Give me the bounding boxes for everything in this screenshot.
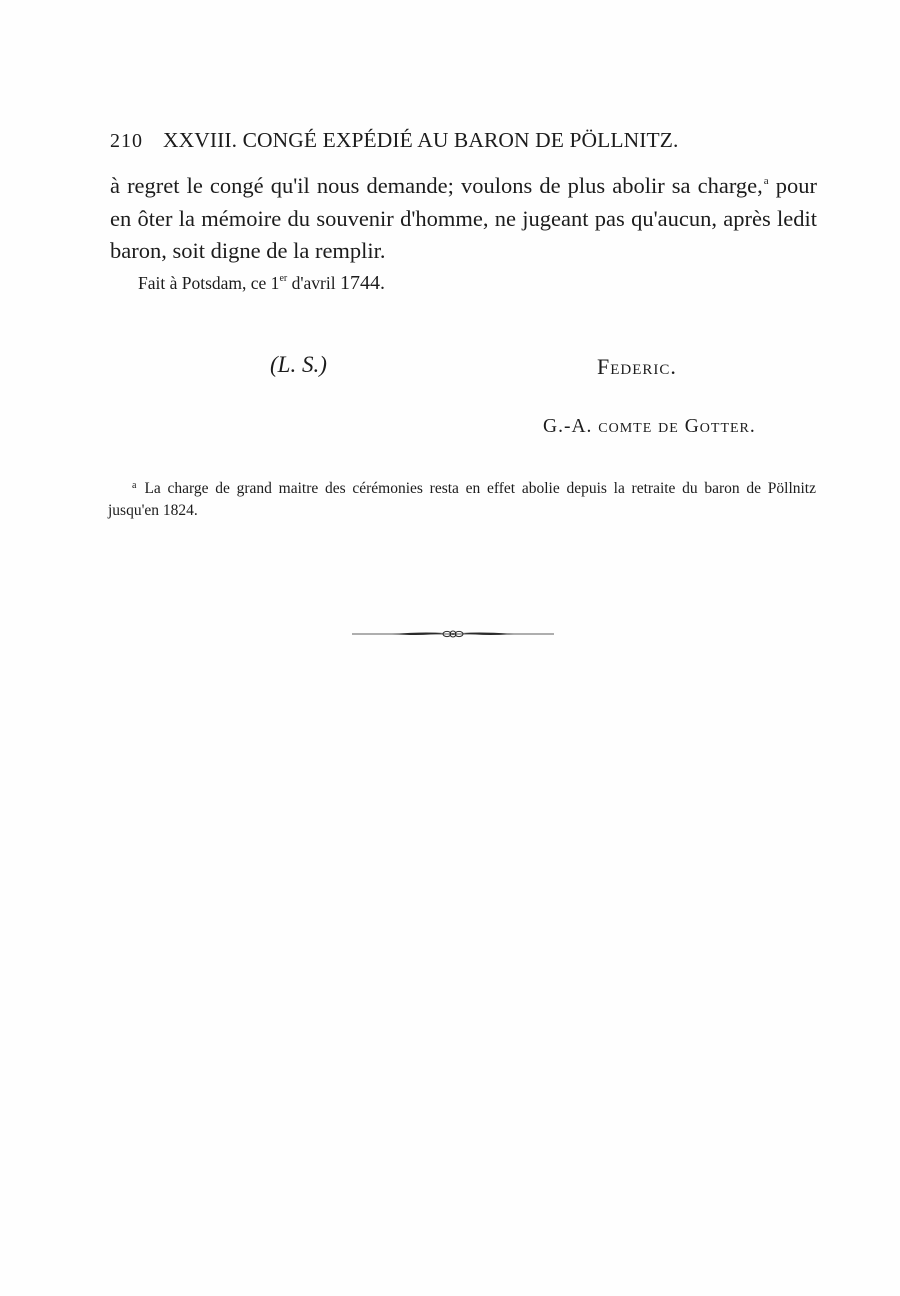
footnote-marker: a (132, 480, 137, 491)
chapter-title: XXVIII. CONGÉ EXPÉDIÉ AU BARON DE PÖLLNITZ. (163, 128, 679, 152)
body-text-part-2: pour en ôter la mémoire du souvenir d'homme, ne jugeant pas qu'aucun, après ledit baron, soit digne de la remplir. (110, 173, 817, 263)
body-text-part-1: à regret le congé qu'il nous demande; voulons de plus abolir sa charge, (110, 173, 763, 198)
dateline (138, 272, 385, 295)
running-head (110, 128, 810, 153)
ornamental-rule-icon (352, 626, 554, 642)
dateline-ordinal: er (279, 273, 288, 284)
footnote-reference: a (763, 175, 769, 187)
body-paragraph (110, 170, 817, 268)
seal-mark: (L. S.) (270, 352, 327, 377)
countersignature: G.-A. comte de Gotter. (543, 416, 756, 437)
signature: Federic. (597, 354, 677, 379)
footnote (108, 475, 816, 522)
footnote-text: La charge de grand maitre des cérémonies resta en effet abolie depuis la retraite du baron de Pöllnitz jusqu'en 1824. (108, 480, 816, 519)
dateline-month: d'avril (287, 273, 340, 293)
dateline-year: 1744. (339, 272, 385, 294)
page-number: 210 (110, 130, 143, 152)
dateline-prefix: Fait à Potsdam, ce 1 (138, 273, 280, 293)
